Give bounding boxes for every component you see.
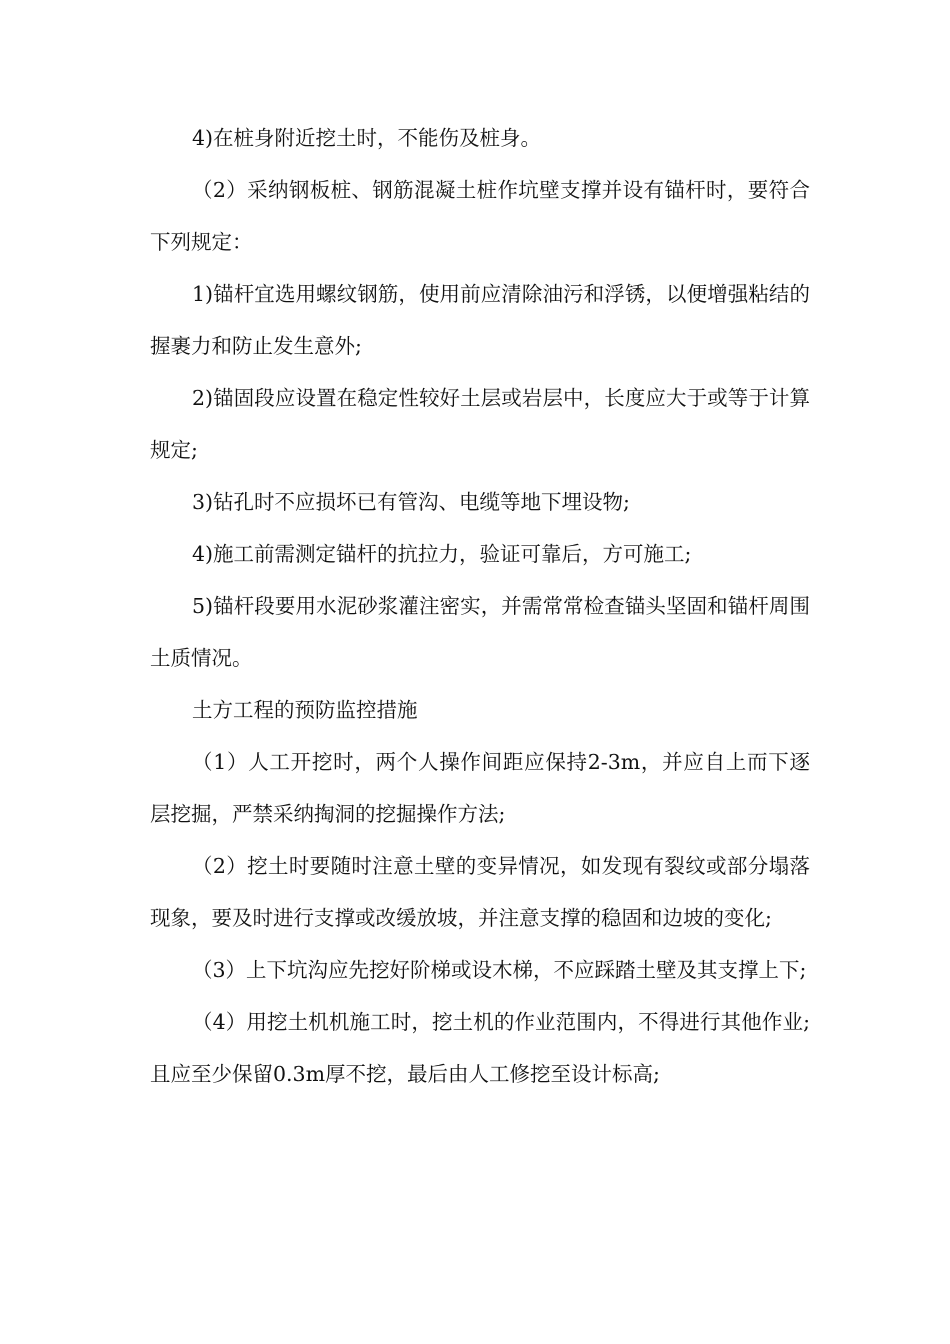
paragraph-soil-wall-monitoring: （2）挖土时要随时注意土壁的变异情况，如发现有裂纹或部分塌落现象，要及时进行支撑或改缓放坡，并注意支撑的稳固和边坡的变化;: [150, 854, 810, 930]
paragraph-tension-test: 4)施工前需测定锚杆的抗拉力，验证可靠后，方可施工;: [192, 542, 692, 566]
paragraph-pile-excavation-caution: 4)在桩身附近挖土时，不能伤及桩身。: [192, 126, 542, 150]
paragraph-grouting: 5)锚杆段要用水泥砂浆灌注密实，并需常常检查锚头坚固和锚杆周围土质情况。: [150, 594, 810, 670]
paragraph-anchor-rebar: 1)锚杆宜选用螺纹钢筋，使用前应清除油污和浮锈，以便增强粘结的握裹力和防止发生意外;: [150, 282, 810, 358]
section-heading-earthwork-measures: 土方工程的预防监控措施: [192, 698, 418, 722]
paragraph-anchor-requirements-intro: （2）采纳钢板桩、钢筋混凝土桩作坑壁支撑并设有锚杆时，要符合下列规定：: [150, 178, 810, 254]
paragraph-manual-excavation: （1）人工开挖时，两个人操作间距应保持2-3m，并应自上而下逐层挖掘，严禁采纳掏洞的挖掘操作方法;: [150, 750, 810, 826]
paragraph-excavator-operation: （4）用挖土机机施工时，挖土机的作业范围内，不得进行其他作业;且应至少保留0.3m厚不挖，最后由人工修挖至设计标高;: [150, 1010, 810, 1086]
paragraph-drilling: 3)钻孔时不应损坏已有管沟、电缆等地下埋设物;: [192, 490, 630, 514]
document-body: [150, 112, 810, 1100]
paragraph-pit-access: （3）上下坑沟应先挖好阶梯或设木梯，不应踩踏土壁及其支撑上下;: [192, 958, 807, 982]
paragraph-anchor-segment: 2)锚固段应设置在稳定性较好土层或岩层中，长度应大于或等于计算规定;: [150, 386, 810, 462]
